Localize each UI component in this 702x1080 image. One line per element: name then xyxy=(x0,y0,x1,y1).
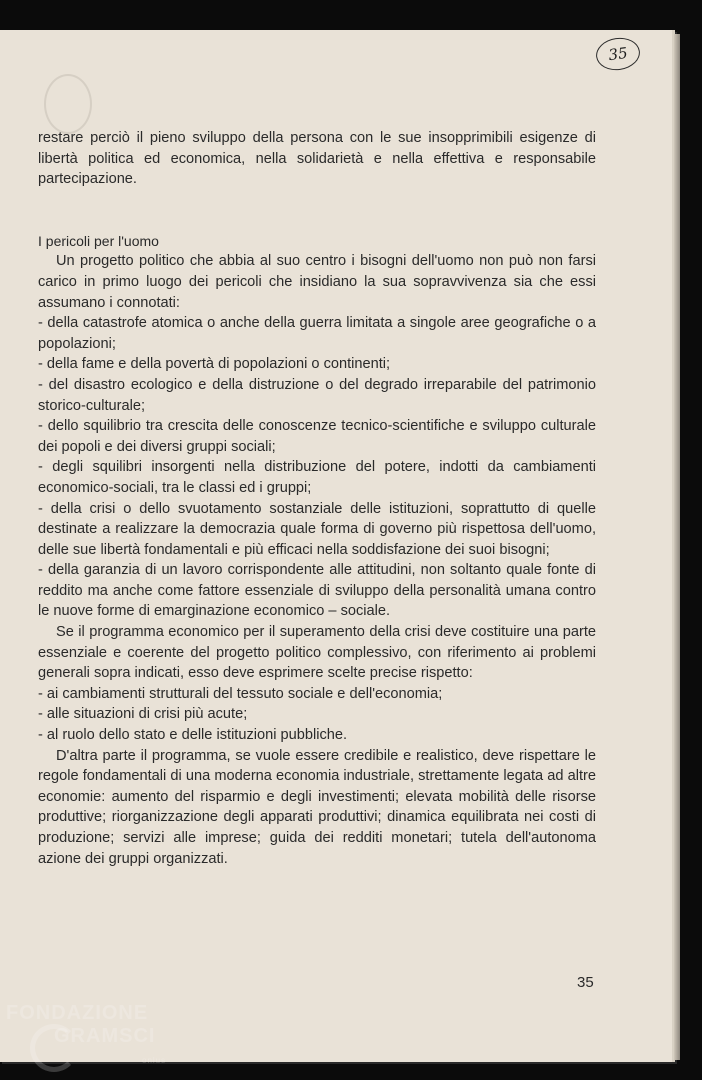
handwritten-page-annotation: 35 xyxy=(594,35,642,73)
document-page xyxy=(0,30,675,1062)
danger-item: - degli squilibri insorgenti nella distribuzione del potere, indotti da cambiamenti economico-sociali, tra le classi ed i gruppi; xyxy=(38,459,596,496)
watermark-logo xyxy=(6,1002,167,1065)
choice-item: - alle situazioni di crisi più acute; xyxy=(38,706,248,723)
watermark-line2: GRAMSCI xyxy=(54,1025,156,1047)
faint-stamp xyxy=(44,74,92,134)
page-body xyxy=(38,128,596,869)
watermark-line1: FONDAZIONE xyxy=(6,1002,149,1024)
paragraph-program: Se il programma economico per il superamento della crisi deve costituire una parte essenziale e coerente del progetto politico complessivo, con riferimento ai problemi generali sopra indicati, esso deve esprimere scelte precise rispetto: xyxy=(38,624,596,682)
choice-item: - ai cambiamenti strutturali del tessuto sociale e dell'economia; xyxy=(38,685,443,702)
danger-item: - della crisi o dello svuotamento sostanziale delle istituzioni, soprattutto di quelle destinate a realizzare la democrazia quale forma di governo più rispettosa dell'uomo, delle sue libertà fondamentali e più efficaci nella soddisfazione dei suoi bisogni; xyxy=(38,500,596,558)
danger-item: - del disastro ecologico e della distruzione o del degrado irreparabile del patrimonio storico-culturale; xyxy=(38,376,596,414)
choice-item: - al ruolo dello stato e delle istituzioni pubbliche. xyxy=(38,727,348,744)
danger-item: - dello squilibrio tra crescita delle conoscenze tecnico-scientifiche e sviluppo culturale dei popoli e dei diversi gruppi sociali; xyxy=(38,418,596,455)
danger-item: - della fame e della povertà di popolazioni o continenti; xyxy=(38,356,391,373)
watermark-sub: onlus xyxy=(142,1056,167,1065)
page-edge xyxy=(674,34,680,1060)
page-number: 35 xyxy=(577,974,594,991)
danger-item: - della catastrofe atomica o anche della guerra limitata a singole aree geografiche o a popolazioni; xyxy=(38,315,596,352)
intro-paragraph: restare perciò il pieno sviluppo della persona con le sue insopprimibili esigenze di libertà politica ed economica, nella solidarietà e nella effettiva e responsabile partecipazione. xyxy=(38,130,596,188)
paragraph-rules: D'altra parte il programma, se vuole essere credibile e realistico, deve rispettare le regole fondamentali di una moderna economia industriale, strettamente legata ad altre economie: aumento del risparmio e degli investimenti; elevata mobilità delle risorse produttive; riorganizzazione degli apparati produttivi; dinamica equilibrata nei costi di produzione; servizi alle imprese; guida dei redditi monetari; tutela dell'autonoma azione dei gruppi organizzati. xyxy=(38,747,596,867)
section-heading: I pericoli per l'uomo xyxy=(38,232,159,249)
watermark-g-icon xyxy=(30,1024,78,1072)
paragraph-dangers-intro: Un progetto politico che abbia al suo centro i bisogni dell'uomo non può non farsi carico in primo luogo dei pericoli che insidiano la sua sopravvivenza sia che essi assumano i connotati: xyxy=(38,253,596,311)
danger-item: - della garanzia di un lavoro corrispondente alle attitudini, non soltanto quale fonte di reddito ma anche come fattore essenziale di sviluppo della personalità umana contro le nuove forme di emarginazione economico – sociale. xyxy=(38,562,596,620)
